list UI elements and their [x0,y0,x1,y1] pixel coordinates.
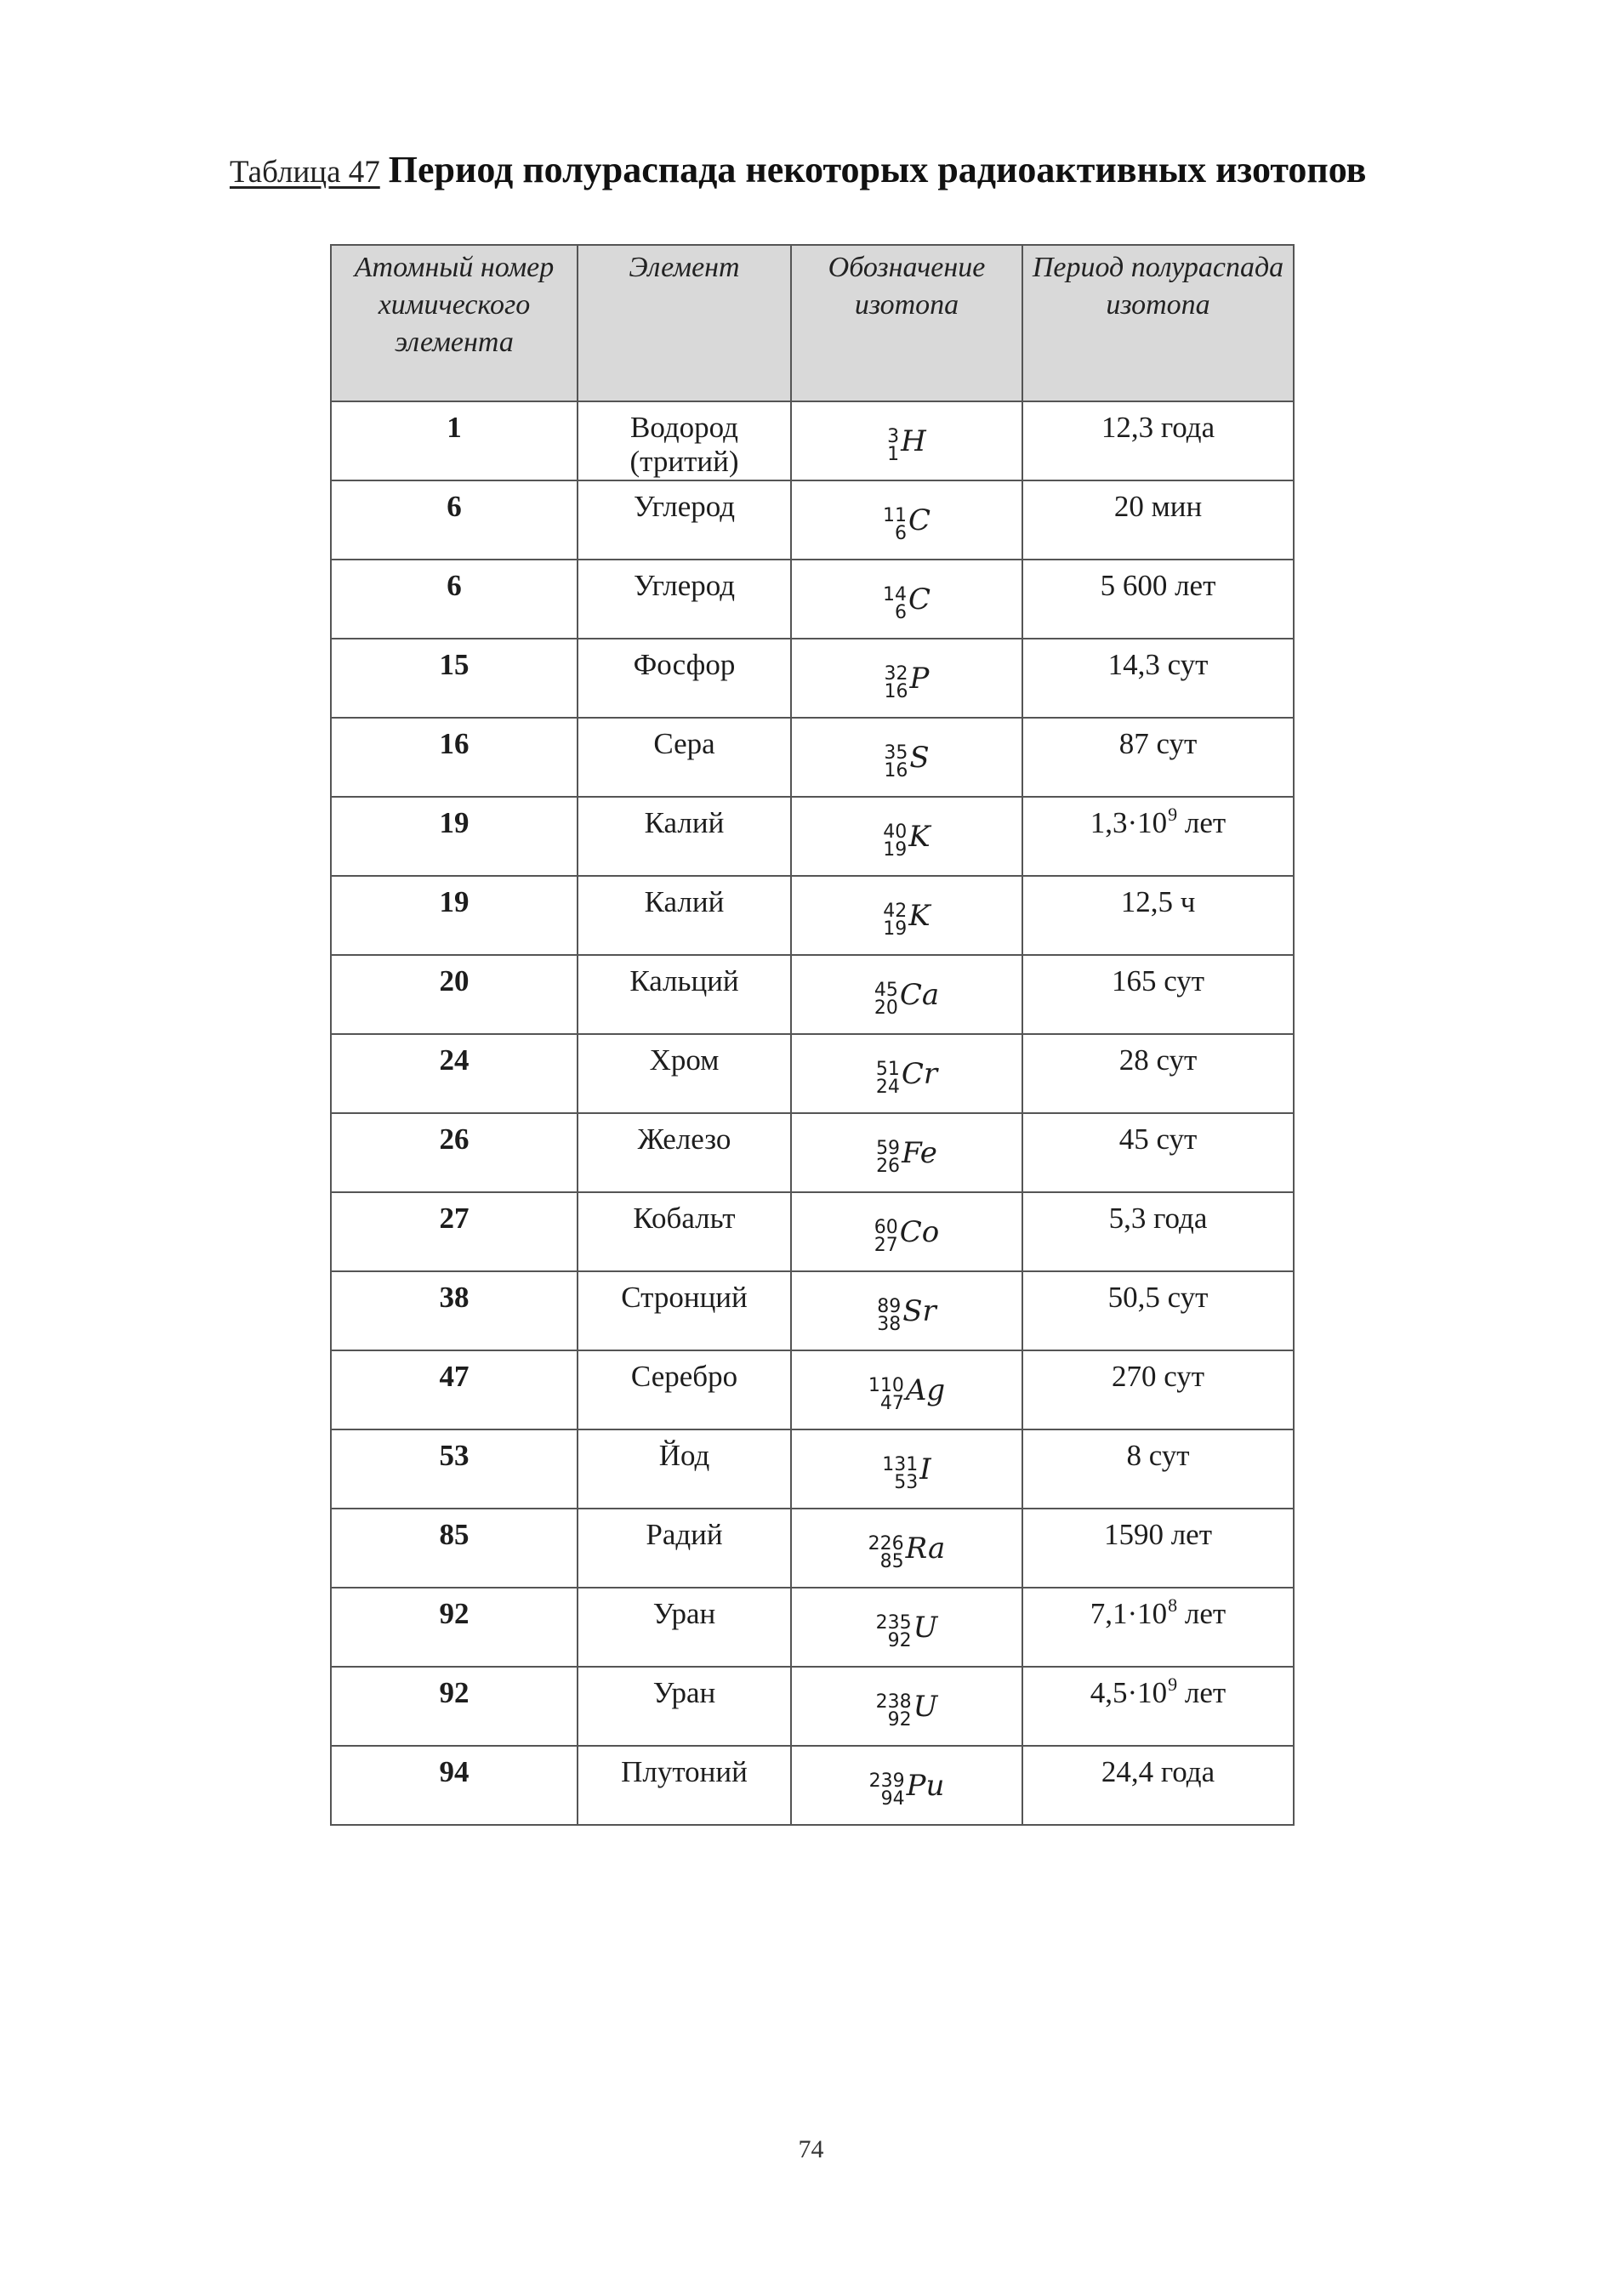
element-cell [578,480,791,560]
isotope-indices [874,981,898,1017]
isotope-symbol: Ra [905,1532,946,1566]
isotope-notation [875,1055,938,1098]
atomic-number-cell [331,480,578,560]
half-life-cell [1022,955,1294,1034]
atomic-number-cell [331,1113,578,1192]
table-row [331,718,1294,797]
atomic-number: 85 [439,1518,470,1551]
isotope-indices [876,1139,900,1175]
header-half-life [1022,245,1294,401]
table-row [331,1271,1294,1350]
isotope-cell [791,1034,1022,1113]
table-row [331,1113,1294,1192]
half-life-cell [1022,1034,1294,1113]
atomic-number: 27 [439,1202,470,1235]
table-row [331,1588,1294,1667]
isotope-mass-number: 60 [874,1217,898,1238]
isotope-cell [791,480,1022,560]
isotope-cell [791,1192,1022,1271]
atomic-number: 19 [439,806,470,839]
isotope-cell [791,1113,1022,1192]
atomic-number-cell [331,876,578,955]
isotope-indices [876,1060,900,1096]
table-row [331,401,1294,480]
half-life-value: 28 сут [1118,1043,1198,1077]
atomic-number: 38 [439,1281,470,1314]
isotope-cell [791,1350,1022,1429]
isotope-notation [875,1688,938,1731]
isotope-atomic-number: 6 [894,602,907,623]
isotope-indices [868,1377,904,1412]
element-cell [578,1746,791,1825]
isotope-mass-number: 11 [882,505,907,526]
half-life-cell [1022,639,1294,718]
isotope-indices [883,823,907,859]
table-row [331,480,1294,560]
atomic-number: 92 [439,1597,470,1630]
isotope-atomic-number: 24 [875,1077,900,1098]
isotope-symbol: I [919,1452,931,1486]
table-caption-label: Таблица 47 [230,155,380,190]
table-row [331,876,1294,955]
table-body [331,401,1294,1825]
half-life-value: 14,3 сут [1107,648,1209,681]
atomic-number: 19 [439,885,470,918]
isotope-cell [791,876,1022,955]
half-life-cell [1022,1113,1294,1192]
isotope-cell [791,1271,1022,1350]
table-caption-title: Период полураспада некоторых радиоактивных изотопов [388,149,1367,190]
header-atomic-number [331,245,578,401]
half-life-cell [1022,1588,1294,1667]
isotope-cell [791,1588,1022,1667]
atomic-number-cell [331,1588,578,1667]
atomic-number-cell [331,1746,578,1825]
half-life-unit: лет [1184,806,1226,839]
atomic-number-cell [331,955,578,1034]
isotope-symbol: Co [899,1215,940,1249]
element-name: Кобальт [633,1202,736,1235]
half-life-unit: лет [1184,1676,1226,1709]
isotope-mass-number: 110 [868,1375,904,1396]
header-element-label: Элемент [629,252,740,283]
element-cell [578,1588,791,1667]
element-cell [578,1271,791,1350]
isotope-symbol: U [913,1611,938,1645]
element-cell [578,1113,791,1192]
isotope-atomic-number: 19 [883,839,908,861]
isotope-cell [791,1429,1022,1509]
half-life-cell [1022,480,1294,560]
isotope-atomic-number: 20 [874,997,898,1019]
half-life-unit: лет [1184,1597,1226,1630]
atomic-number-cell [331,560,578,639]
half-life-value: 165 сут [1111,964,1205,997]
isotope-mass-number: 45 [874,980,898,1001]
element-cell [578,1429,791,1509]
isotope-cell [791,639,1022,718]
half-life-cell [1022,1509,1294,1588]
isotope-mass-number: 226 [868,1533,904,1554]
isotope-indices [882,1456,918,1492]
half-life-cell [1022,797,1294,876]
element-name: Радий [646,1518,723,1551]
isotope-mass-number: 42 [883,901,908,922]
element-name: Йод [658,1439,710,1472]
element-cell [578,876,791,955]
isotope-notation [884,739,930,781]
table-caption [230,151,1366,189]
isotope-atomic-number: 92 [887,1630,912,1651]
half-life-cell [1022,876,1294,955]
half-life-value: 87 сут [1118,727,1198,760]
half-life-cell [1022,1667,1294,1746]
atomic-number: 16 [439,727,470,760]
isotope-mass-number: 238 [875,1691,912,1713]
element-cell [578,955,791,1034]
isotope-cell [791,1509,1022,1588]
element-cell [578,1192,791,1271]
isotope-indices [877,1298,901,1333]
isotope-symbol: C [908,583,931,617]
isotope-notation [882,1451,931,1493]
atomic-number: 24 [439,1043,470,1077]
atomic-number: 15 [439,648,470,681]
isotope-cell [791,1746,1022,1825]
isotope-mass-number: 89 [877,1296,902,1317]
isotope-notation [868,1530,946,1572]
isotope-indices [885,665,908,701]
element-cell [578,401,791,480]
isotope-mass-number: 51 [875,1059,900,1080]
isotope-notation [882,502,931,544]
element-cell [578,797,791,876]
element-name: Стронций [621,1281,748,1314]
isotope-atomic-number: 19 [883,918,908,940]
isotope-notation [887,423,926,465]
isotope-indices [883,507,907,543]
half-life-value: 20 мин [1113,490,1203,523]
half-life-value: 5,3 года [1108,1202,1208,1235]
element-cell [578,1350,791,1429]
isotope-atomic-number: 16 [884,681,908,702]
isotope-symbol: K [908,899,931,933]
isotope-cell [791,560,1022,639]
element-name: Уран [652,1676,716,1709]
table-row [331,560,1294,639]
isotope-atomic-number: 26 [876,1156,901,1177]
half-life-cell [1022,1429,1294,1509]
isotope-mass-number: 35 [884,742,908,764]
isotope-indices [884,744,908,780]
isotope-symbol: C [908,503,931,537]
isotope-atomic-number: 94 [880,1788,905,1810]
half-life-value: 1,3·10 [1090,806,1168,839]
half-life-value: 24,4 года [1101,1755,1215,1788]
half-life-value: 4,5·10 [1090,1676,1168,1709]
half-life-cell [1022,718,1294,797]
atomic-number-cell [331,718,578,797]
table-row [331,797,1294,876]
header-atomic-number-label: Атомный номер химического элемента [354,252,555,358]
half-life-value: 45 сут [1118,1122,1198,1156]
isotope-symbol: S [909,741,930,775]
isotope-half-life-table [330,244,1295,1826]
isotope-symbol: P [909,662,930,696]
element-name: Углерод [633,490,736,523]
half-life-value: 270 сут [1111,1360,1205,1393]
isotope-notation [877,1293,936,1335]
half-life-value: 50,5 сут [1107,1281,1209,1314]
half-life-exponent: 9 [1168,804,1178,825]
atomic-number-cell [331,1509,578,1588]
isotope-atomic-number: 53 [894,1472,919,1493]
page-number: 74 [798,2135,824,2163]
half-life-value: 7,1·10 [1090,1597,1168,1630]
atomic-number: 6 [447,490,462,523]
atomic-number-cell [331,1271,578,1350]
table-row [331,1034,1294,1113]
element-name: Серебро [630,1360,738,1393]
atomic-number-cell [331,401,578,480]
isotope-mass-number: 32 [884,663,908,685]
half-life-value: 12,5 ч [1120,885,1196,918]
element-name: Фосфор [633,648,736,681]
half-life-cell [1022,401,1294,480]
isotope-mass-number: 239 [868,1770,905,1792]
atomic-number: 47 [439,1360,470,1393]
element-name: Калий [644,806,725,839]
element-name: Калий [644,885,725,918]
element-name: Хром [649,1043,720,1077]
atomic-number: 53 [439,1439,470,1472]
atomic-number-cell [331,1192,578,1271]
isotope-symbol: Pu [906,1769,945,1803]
isotope-symbol: H [901,424,926,458]
isotope-symbol: Sr [902,1294,936,1328]
atomic-number: 26 [439,1122,470,1156]
element-name: Водород (тритий) [629,411,739,478]
table-header-row [331,245,1294,401]
isotope-indices [883,902,907,938]
isotope-indices [868,1535,904,1571]
half-life-cell [1022,560,1294,639]
isotope-atomic-number: 6 [894,523,907,544]
element-name: Уран [652,1597,716,1630]
isotope-notation [883,818,931,861]
table-row [331,1509,1294,1588]
isotope-notation [874,976,940,1019]
isotope-atomic-number: 85 [879,1551,904,1572]
isotope-symbol: K [908,820,931,854]
element-cell [578,639,791,718]
isotope-symbol: Ag [905,1373,946,1407]
element-name: Кальций [629,964,739,997]
half-life-exponent: 9 [1168,1674,1178,1695]
isotope-cell [791,718,1022,797]
isotope-mass-number: 59 [876,1138,901,1159]
header-half-life-label: Период полураспада изотопа [1032,252,1284,321]
atomic-number-cell [331,1350,578,1429]
table-row [331,1746,1294,1825]
isotope-atomic-number: 92 [887,1709,912,1731]
isotope-notation [876,1134,937,1177]
isotope-indices [876,1614,912,1650]
isotope-notation [868,1767,945,1810]
isotope-symbol: Cr [901,1057,938,1091]
isotope-atomic-number: 16 [884,760,908,781]
isotope-notation [884,660,930,702]
atomic-number: 20 [439,964,470,997]
header-isotope-notation [791,245,1022,401]
half-life-cell [1022,1271,1294,1350]
atomic-number: 6 [447,569,462,602]
half-life-exponent: 8 [1168,1594,1178,1616]
table-row [331,1192,1294,1271]
element-name: Железо [637,1122,731,1156]
atomic-number-cell [331,1034,578,1113]
atomic-number: 92 [439,1676,470,1709]
element-name: Сера [653,727,715,760]
isotope-mass-number: 3 [887,426,900,447]
element-cell [578,1509,791,1588]
atomic-number-cell [331,639,578,718]
isotope-mass-number: 40 [883,821,908,843]
element-cell [578,1034,791,1113]
table-row [331,955,1294,1034]
element-name: Плутоний [621,1755,748,1788]
half-life-value: 1590 лет [1103,1518,1213,1551]
header-element [578,245,791,401]
isotope-cell [791,1667,1022,1746]
isotope-notation [868,1372,946,1414]
atomic-number: 94 [439,1755,470,1788]
isotope-indices [874,1219,898,1254]
isotope-notation [874,1213,940,1256]
element-cell [578,1667,791,1746]
isotope-atomic-number: 1 [887,444,900,465]
atomic-number-cell [331,797,578,876]
isotope-symbol: U [913,1690,938,1724]
isotope-symbol: Fe [902,1136,937,1170]
isotope-notation [882,581,931,623]
atomic-number-cell [331,1667,578,1746]
element-cell [578,718,791,797]
table-row [331,639,1294,718]
half-life-value: 12,3 года [1101,411,1215,444]
atomic-number-cell [331,1429,578,1509]
half-life-value: 5 600 лет [1100,569,1216,602]
table-row [331,1429,1294,1509]
element-name: Углерод [633,569,736,602]
isotope-atomic-number: 27 [874,1235,898,1256]
isotope-indices [887,428,899,463]
isotope-mass-number: 14 [882,584,907,605]
isotope-cell [791,797,1022,876]
isotope-indices [876,1693,912,1729]
table-row [331,1667,1294,1746]
isotope-notation [883,897,931,940]
isotope-atomic-number: 38 [877,1314,902,1335]
half-life-cell [1022,1350,1294,1429]
table-row [331,1350,1294,1429]
half-life-cell [1022,1192,1294,1271]
isotope-mass-number: 235 [875,1612,912,1634]
atomic-number: 1 [447,411,462,444]
isotope-notation [875,1609,938,1651]
isotope-atomic-number: 47 [879,1393,904,1414]
isotope-cell [791,401,1022,480]
element-cell [578,560,791,639]
header-isotope-notation-label: Обозначение изотопа [828,252,986,321]
isotope-mass-number: 131 [882,1454,919,1475]
isotope-symbol: Ca [899,978,940,1012]
half-life-cell [1022,1746,1294,1825]
isotope-indices [869,1772,905,1808]
half-life-value: 8 сут [1126,1439,1190,1472]
isotope-cell [791,955,1022,1034]
isotope-indices [883,586,907,622]
